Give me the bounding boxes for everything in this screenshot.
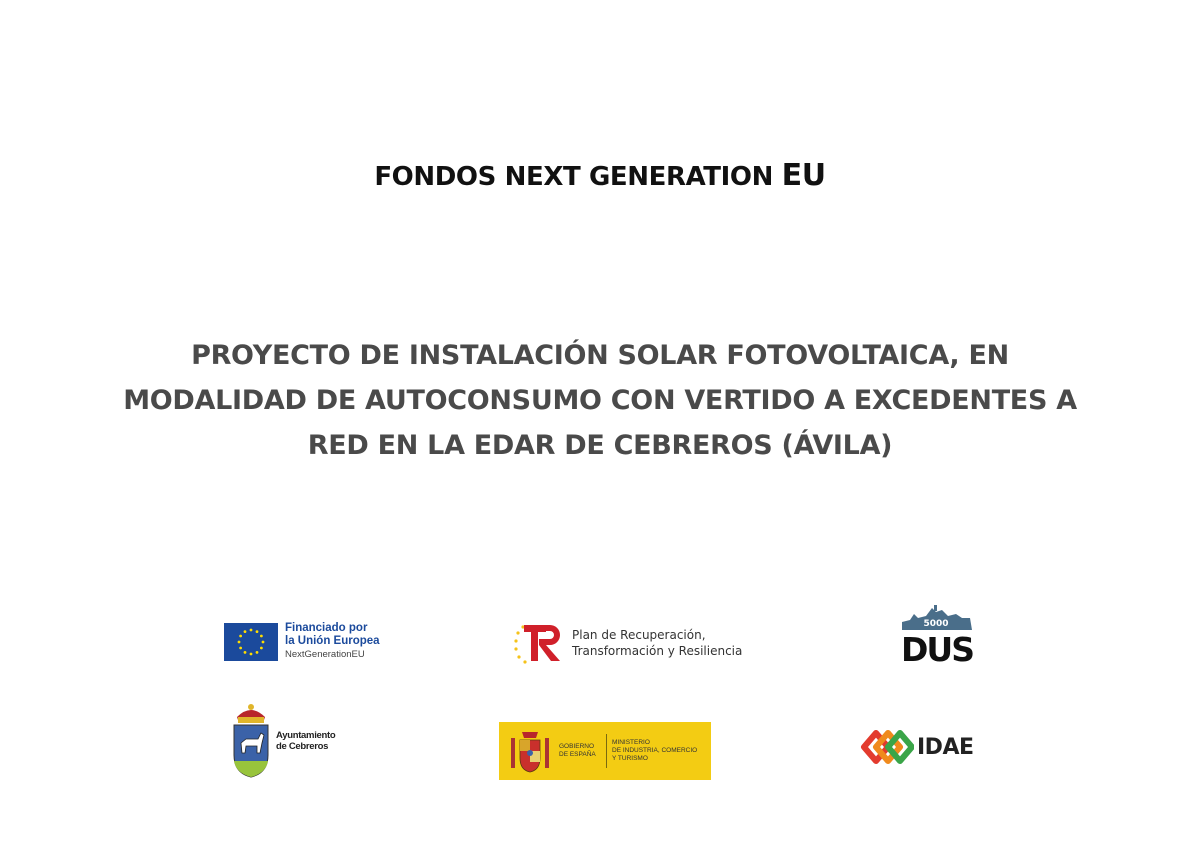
recovery-plan-logo xyxy=(514,621,764,665)
funds-heading-eu: EU xyxy=(781,158,826,193)
recovery-plan-line2: Transformación y Resiliencia xyxy=(572,644,743,658)
dus-5000-icon xyxy=(896,604,978,664)
dus-number: 5000 xyxy=(923,619,949,629)
eu-star-icon xyxy=(260,647,263,650)
eu-star-icon xyxy=(256,651,259,654)
gobierno-line1: GOBIERNO xyxy=(559,743,595,750)
idae-chain-icon xyxy=(860,727,914,767)
gobierno-line2: DE ESPAÑA xyxy=(559,751,596,758)
eu-logo-line2: la Unión Europea xyxy=(285,635,380,647)
eu-star-icon xyxy=(250,653,253,656)
cebreros-coat-of-arms-icon xyxy=(230,703,272,779)
funds-heading-text: FONDOS NEXT GENERATION xyxy=(374,162,782,192)
dus-5000-logo xyxy=(896,604,978,664)
dus-letters: DUS xyxy=(901,630,973,664)
spain-coat-of-arms-icon xyxy=(508,728,552,774)
recovery-plan-line1: Plan de Recuperación, xyxy=(572,628,706,642)
eu-star-icon xyxy=(238,641,241,644)
ayuntamiento-line1: Ayuntamiento xyxy=(276,730,336,741)
ayuntamiento-line2: de Cebreros xyxy=(276,741,329,752)
eu-star-icon xyxy=(244,630,247,633)
eu-star-icon xyxy=(256,630,259,633)
idae-logo xyxy=(860,726,976,768)
ministerio-line3: Y TURISMO xyxy=(612,755,648,762)
ministerio-line2: DE INDUSTRIA, COMERCIO xyxy=(612,747,698,754)
eu-star-icon xyxy=(239,635,242,638)
eu-star-icon xyxy=(250,629,253,632)
project-title: PROYECTO DE INSTALACIÓN SOLAR FOTOVOLTAICA, EN MODALIDAD DE AUTOCONSUMO CON VERTIDO A EXCEDENTES A RED EN LA EDAR DE CEBREROS (ÁVILA) xyxy=(123,340,1077,461)
eu-star-icon xyxy=(260,635,263,638)
eu-flag-icon xyxy=(224,623,278,661)
gobierno-divider xyxy=(606,734,607,768)
recovery-plan-tr-icon xyxy=(514,621,564,665)
gobierno-espana-logo xyxy=(499,722,711,780)
eu-star-icon xyxy=(244,651,247,654)
eu-funding-logo xyxy=(224,621,394,663)
eu-logo-line1: Financiado por xyxy=(285,622,368,634)
ayuntamiento-cebreros-logo xyxy=(230,702,350,780)
funds-heading xyxy=(0,158,1200,193)
eu-star-icon xyxy=(262,641,265,644)
eu-logo-line3: NextGenerationEU xyxy=(285,649,365,660)
eu-star-icon xyxy=(239,647,242,650)
idae-letters: IDAE xyxy=(917,734,974,760)
ministerio-line1: MINISTERIO xyxy=(612,739,650,746)
